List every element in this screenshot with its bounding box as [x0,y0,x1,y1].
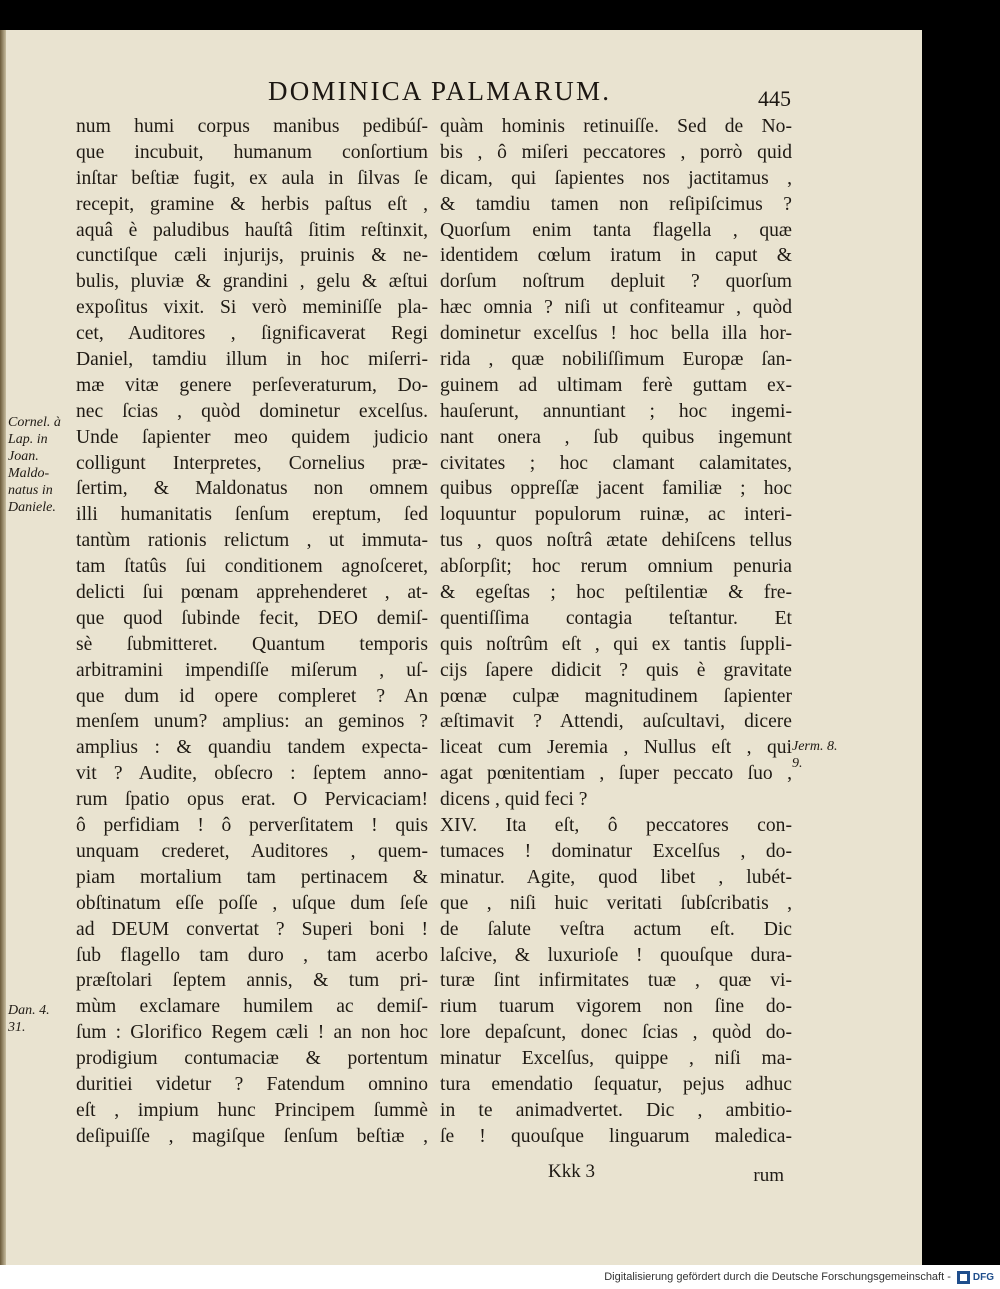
text-line: laſcive, & luxurioſe ! quouſque dura- [440,944,792,966]
text-line: illi humanitatis ſenſum ereptum, ſed [76,504,428,526]
running-head: DOMINICA PALMARUM. [268,76,612,106]
text-line: de ſalute veſtra actum eſt. Dic [440,918,792,940]
text-line: vit ? Audite, obſecro : ſeptem anno- [76,763,428,785]
signature-mark: Kkk 3 [548,1161,595,1182]
text-line: & egeſtas ; hoc peſtilentiæ & fre- [440,582,792,604]
margin-note-line: Maldo- [8,466,50,481]
page-gutter [0,30,6,1265]
dfg-logo-icon [957,1271,970,1284]
text-line: præſtolari ſeptem annis, & tum pri- [76,970,428,992]
margin-note-line: natus in [8,483,53,498]
text-line: amplius : & quandiu tandem expecta- [76,737,428,759]
catchword: rum [753,1165,784,1186]
text-line: cunctiſque cæli injurijs, pruinis & ne- [76,245,428,267]
text-line: identidem cœlum iratum in caput & [440,245,792,267]
text-line: guinem ad ultimam ferè guttam ex- [440,374,792,396]
text-line: tam ſtatûs ſui conditionem agnoſceret, [76,556,428,578]
text-line: quàm hominis retinuiſſe. Sed de No- [440,116,792,137]
text-line: XIV. Ita eſt, ô peccatores con- [440,815,792,837]
text-line: aquâ è paludibus hauſtâ ſitim reſtinxit, [76,219,428,241]
text-line: ſe ! quouſque linguarum maledica- [440,1125,792,1147]
margin-note-line: Daniele. [8,500,56,515]
text-line: hauſerunt, annuntiant ; hoc ingemi- [440,400,792,422]
text-line: bulis, pluviæ & grandini , gelu & æſtui [76,271,428,293]
text-line: nec ſcias , quòd dominetur excelſus. [76,400,428,422]
text-line: unquam crederet, Auditores , quem- [76,840,428,862]
text-line: loquuntur populorum ruinæ, ac interi- [440,504,792,526]
margin-note-line: Dan. 4. [8,1003,50,1018]
text-line: cijs ſapere didicit ? quis è gravitate [440,659,792,681]
text-line: mùm exclamare humilem ac demiſ- [76,996,428,1018]
text-line: ad DEUM convertat ? Superi boni ! [76,918,428,940]
text-line: recepit, gramine & herbis paſtus eſt , [76,193,428,215]
text-line: delicti ſui pœnam apprehenderet , at- [76,582,428,604]
text-line: quentiſſima contagia teſtantur. Et [440,607,792,629]
text-line: prodigium contumaciæ & portentum [76,1048,428,1070]
text-line: hæc omnia ? niſi ut confiteamur , quòd [440,297,792,319]
text-line: quibus oppreſſæ jacent familiæ ; hoc [440,478,792,500]
text-line: minatur. Agite, quod libet , lubét- [440,866,792,888]
text-line: piam mortalium tam pertinacem & [76,866,428,888]
text-line: inſtar beſtiæ fugit, ex aula in ſilvas ſe [76,167,428,189]
dfg-logo[interactable] [957,1271,994,1284]
right-column [440,114,792,1150]
text-line: liceat cum Jeremia , Nullus eſt , qui [440,737,792,759]
margin-note-daniel [8,1002,50,1036]
text-line: quis noſtrûm eſt , qui ex tantis ſuppli- [440,633,792,655]
text-line: mæ vitæ genere perſeveraturum, Do- [76,374,428,396]
left-column [76,114,428,1150]
text-line: æſtimavit ? Attendi, auſcultavi, dicere [440,711,792,733]
margin-note-cornelius [8,414,61,516]
text-line: expoſitus vixit. Si verò meminiſſe pla- [76,297,428,319]
text-line: ô perfidiam ! ô perverſitatem ! quis [76,815,428,837]
text-line: ſub flagello tam duro , tam acerbo [76,944,428,966]
text-line: Unde ſapienter meo quidem judicio [76,426,428,448]
text-line: cet, Auditores , ſignificaverat Regi [76,323,428,345]
text-line: dicens , quid feci ? [440,789,588,811]
text-line: que , niſi huic veritati ſubſcribatis , [440,892,792,914]
text-line: duritiei videtur ? Fatendum omnino [76,1073,428,1095]
book-page [0,30,922,1265]
margin-note-line: 31. [8,1020,26,1035]
text-line: Daniel, tamdiu illum in hoc miſerri- [76,349,428,371]
text-line: tantùm rationis relictum , ut immuta- [76,530,428,552]
margin-note-line: Joan. [8,449,39,464]
text-line: sè ſubmitteret. Quantum temporis [76,633,428,655]
dfg-logo-label: DFG [972,1271,994,1283]
text-line: civitates ; hoc clamant calamitates, [440,452,792,474]
text-line: minatur Excelſus, quippe , niſi ma- [440,1048,792,1070]
text-line: arbitramini impendiſſe miſerum , uſ- [76,659,428,681]
margin-note-line: 9. [792,756,803,771]
text-line: & tamdiu tamen non reſipiſcimus ? [440,193,792,215]
text-line: obſtinatum eſſe poſſe , uſque dum ſeſe [76,892,428,914]
text-line: turæ ſint infirmitates tuæ , quæ vi- [440,970,792,992]
text-line: rida , quæ nobiliſſimum Europæ ſan- [440,349,792,371]
text-line: nant onera , ſub quibus ingemunt [440,426,792,448]
text-line: deſipuiſſe , magiſque ſenſum beſtiæ , [76,1125,428,1147]
text-line: tus , quos noſtrâ ætate dehiſcens tellus [440,530,792,552]
text-line: rium tuarum vigorem non ſine do- [440,996,792,1018]
text-line: colligunt Interpretes, Cornelius præ- [76,452,428,474]
margin-note-line: Jerm. 8. [792,739,838,754]
margin-note-line: Cornel. à [8,415,61,430]
text-line: tumaces ! dominatur Excelſus , do- [440,840,792,862]
text-line: agat pœnitentiam , ſuper peccato ſuo , [440,763,792,785]
text-line: bis , ô miſeri peccatores , porrò quid [440,141,792,163]
text-line: que quod ſubinde fecit, DEO demiſ- [76,607,428,629]
text-line: ſertim, & Maldonatus non omnem [76,478,428,500]
page-number: 445 [758,86,791,111]
text-line: tura emendatio ſequatur, pejus adhuc [440,1073,792,1095]
margin-note-jeremia [792,738,838,772]
text-line: eſt , impium hunc Principem ſummè [76,1099,428,1121]
text-line: Quorſum enim tanta flagella , quæ [440,219,792,241]
text-line: num humi corpus manibus pedibúſ- [76,116,428,137]
footer-credit: Digitalisierung gefördert durch die Deutsche Forschungsgemeinschaft - [604,1271,951,1283]
text-line: dominetur excelſus ! hoc bella illa hor- [440,323,792,345]
text-line: in te animadvertet. Dic , ambitio- [440,1099,792,1121]
text-line: dicam, qui ſapientes nos jactitamus , [440,167,792,189]
text-line: lore depaſcunt, donec ſcias , quòd do- [440,1022,792,1044]
text-line: dorſum noſtrum depluit ? quorſum [440,271,792,293]
text-line: menſem unum? amplius: an geminos ? [76,711,428,733]
margin-note-line: Lap. in [8,432,48,447]
text-line: abſorpſit; hoc rerum omnium penuria [440,556,792,578]
text-line: que dum id opere compleret ? An [76,685,428,707]
text-line: que incubuit, humanum conſortium [76,141,428,163]
text-line: ſum : Glorifico Regem cæli ! an non hoc [76,1022,428,1044]
text-line: pœnæ culpæ magnitudinem ſapienter [440,685,792,707]
text-line: rum ſpatio opus erat. O Pervicaciam! [76,789,428,811]
digitization-footer [0,1265,1000,1289]
